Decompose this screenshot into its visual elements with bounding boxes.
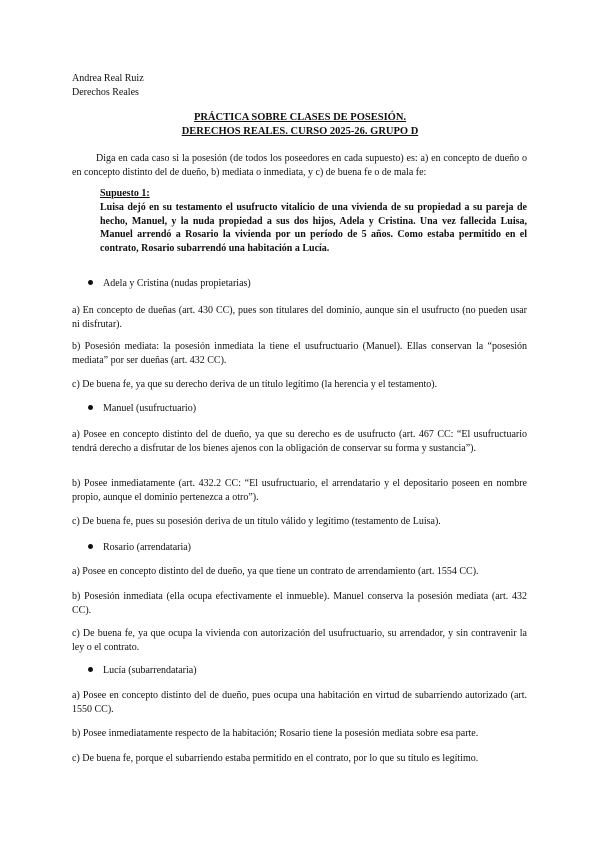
answer-c: c) De buena fe, ya que su derecho deriva de un título legítimo (la herencia y el testamento). — [72, 379, 438, 390]
bullet-lucia — [88, 664, 197, 678]
bullet-rosario — [88, 541, 191, 555]
answer-c: c) De buena fe, porque el subarriendo estaba permitido en el contrato, por lo que su título es legítimo. — [72, 753, 479, 764]
bullet-icon — [88, 405, 93, 410]
document-title-line2: DERECHOS REALES. CURSO 2025-26. GRUPO D — [181, 126, 419, 137]
bullet-adela-cristina — [88, 277, 251, 291]
answer-b: b) Posesión inmediata (ella ocupa efectivamente el inmueble). Manuel conserva la posesión mediata (art. 432 CC). — [72, 591, 527, 616]
bullet-icon — [88, 544, 93, 549]
answer-a: a) Posee en concepto distinto del de dueño, ya que su derecho es de usufructo (art. 467 CC: “El usufructuario tendrá derecho a disfrutar de los bienes ajenos con la obligación de conservar su forma y sustancia”). — [72, 429, 527, 454]
document-title-line1: PRÁCTICA SOBRE CLASES DE POSESIÓN. — [193, 112, 407, 123]
supuesto-heading: Supuesto 1: — [100, 188, 150, 199]
answer-a: a) Posee en concepto distinto del de dueño, ya que tiene un contrato de arrendamiento (art. 1554 CC). — [72, 566, 479, 577]
answer-b: b) Posee inmediatamente respecto de la habitación; Rosario tiene la posesión mediata sobre esa parte. — [72, 728, 479, 739]
subject-name: Derechos Reales — [72, 87, 139, 98]
bullet-label: Adela y Cristina (nudas propietarias) — [103, 278, 251, 289]
intro-paragraph: Diga en cada caso si la posesión (de todos los poseedores en cada supuesto) es: a) en concepto de dueño o en concepto distinto del de dueño, b) mediata o inmediata, y c) de buena fe o de mala fe: — [72, 153, 527, 178]
bullet-label: Rosario (arrendataria) — [103, 542, 192, 553]
bullet-label: Lucía (subarrendataria) — [103, 665, 197, 676]
answer-b: b) Posesión mediata: la posesión inmediata la tiene el usufructuario (Manuel). Ellas conservan la “posesión mediata” por ser dueñas (art. 432 CC). — [72, 341, 527, 366]
bullet-icon — [88, 280, 93, 285]
answer-b: b) Posee inmediatamente (art. 432.2 CC: “El usufructuario, el arrendatario y el depositario poseen en nombre propio, aunque el dominio pertenezca a otro”). — [72, 478, 527, 503]
answer-c: c) De buena fe, ya que ocupa la vivienda con autorización del usufructuario, su arrendador, y sin contravenir la ley o el contrato. — [72, 628, 527, 653]
bullet-icon — [88, 667, 93, 672]
answer-a: a) Posee en concepto distinto del de dueño, pues ocupa una habitación en virtud de subarriendo autorizado (art. 1550 CC). — [72, 690, 527, 715]
author-name: Andrea Real Ruiz — [72, 73, 144, 84]
answer-a: a) En concepto de dueñas (art. 430 CC), pues son titulares del dominio, aunque sin el usufructo (no pueden usar ni disfrutar). — [72, 305, 527, 330]
answer-c: c) De buena fe, pues su posesión deriva de un título válido y legítimo (testamento de Luisa). — [72, 516, 441, 527]
supuesto-text: Luisa dejó en su testamento el usufructo vitalicio de una vivienda de su propiedad a su pareja de hecho, Manuel, y la nuda propiedad a sus dos hijos, Adela y Cristina. Una vez fallecida Luisa, Manuel arrendó a Rosario la vivienda por un período de 5 años. Como estaba permitido en el contrato, Rosario subarrendó una habitación a Lucía. — [100, 202, 527, 254]
bullet-manuel — [88, 402, 196, 416]
bullet-label: Manuel (usufructuario) — [103, 403, 197, 414]
